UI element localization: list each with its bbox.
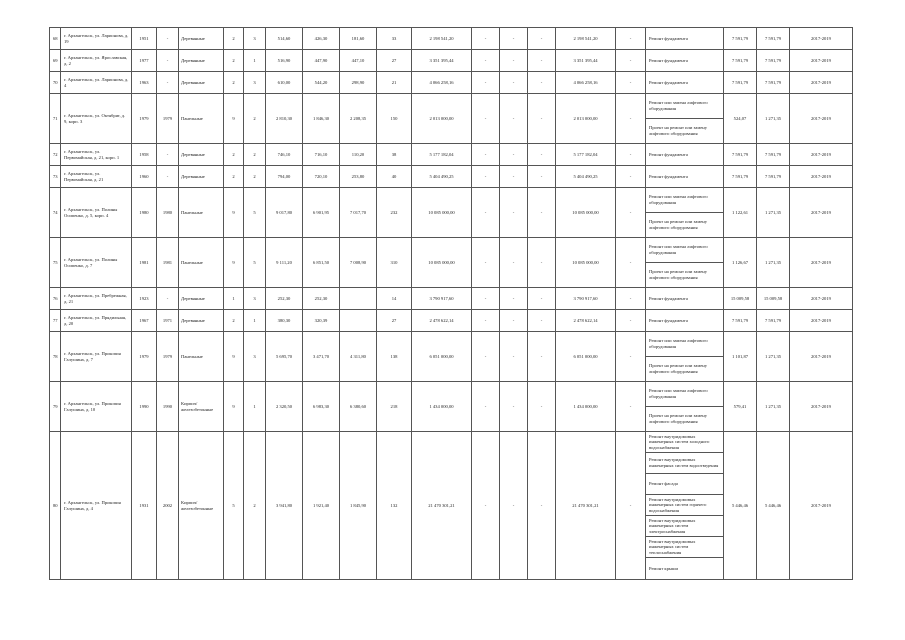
cost-cell: 10 085 000,00 <box>412 188 472 238</box>
local-budget-cell: - <box>528 50 556 72</box>
max-unit-cost-cell: 7 591,79 <box>757 72 790 94</box>
fund-cell: - <box>472 94 500 144</box>
work-type-cell: Ремонт фундамента <box>646 144 724 166</box>
total-cost-cell: 6 051 000,00 <box>556 332 616 382</box>
total-area-cell: 2 810,30 <box>266 94 303 144</box>
local-budget-cell: - <box>528 72 556 94</box>
work-type-cell: Ремонт фундамента <box>646 50 724 72</box>
local-budget-cell: - <box>528 28 556 50</box>
address-cell: г. Архангельск, ул. Октябрят, д. 9, корп. 3 <box>61 94 132 144</box>
address-cell: г. Архангельск, ул. Пребрежная, д. 21 <box>61 288 132 310</box>
cost-cell: 6 051 000,00 <box>412 332 472 382</box>
fund-cell: - <box>472 332 500 382</box>
max-unit-cost-cell: 7 591,79 <box>757 310 790 332</box>
residents-cell: 218 <box>377 382 412 432</box>
wall-material-cell: Панельные <box>179 238 224 288</box>
cost-cell: 1 434 000,00 <box>412 382 472 432</box>
address-cell: г. Архангельск, ул. Первомайская, д. 21, корп. 1 <box>61 144 132 166</box>
owners-funds-cell: - <box>616 28 646 50</box>
total-area-cell: 380,30 <box>266 310 303 332</box>
total-cost-cell: 10 085 000,00 <box>556 188 616 238</box>
living-area-cell: 3 471,70 <box>303 332 340 382</box>
address-cell: г. Архангельск, ул. Ларионова, д. 19 <box>61 28 132 50</box>
period-cell: 2017-2019 <box>790 144 853 166</box>
living-area-cell: 447,90 <box>303 50 340 72</box>
floors-cell: 2 <box>224 166 244 188</box>
fund-cell: - <box>472 188 500 238</box>
period-cell: 2017-2019 <box>790 166 853 188</box>
max-unit-cost-cell: 7 591,79 <box>757 28 790 50</box>
nonliving-area-cell: 298,90 <box>340 72 377 94</box>
local-budget-cell: - <box>528 288 556 310</box>
owners-funds-cell: - <box>616 332 646 382</box>
total-cost-cell: 10 085 000,00 <box>556 238 616 288</box>
work-type-cell: Ремонт внутридомовых инженерных систем холодного водоснабжения <box>646 432 724 453</box>
table-row <box>50 332 853 357</box>
address-cell: г. Архангельск, ул. Прядильная, д. 20 <box>61 310 132 332</box>
total-cost-cell: 3 351 395,44 <box>556 50 616 72</box>
unit-cost-cell: 7 591,79 <box>724 310 757 332</box>
total-cost-cell: 3 790 917,60 <box>556 288 616 310</box>
table-row <box>50 72 853 94</box>
unit-cost-cell: 1 122,61 <box>724 188 757 238</box>
max-unit-cost-cell: 7 591,79 <box>757 166 790 188</box>
total-cost-cell: 2 013 000,00 <box>556 94 616 144</box>
owners-funds-cell: - <box>616 144 646 166</box>
entrances-cell: 2 <box>244 166 266 188</box>
renovation-year-cell: 2002 <box>157 432 179 580</box>
living-area-cell: 320,39 <box>303 310 340 332</box>
work-type-cell: Ремонт или замена лифтового оборудования <box>646 238 724 263</box>
nonliving-area-cell: 4 311,80 <box>340 332 377 382</box>
local-budget-cell: - <box>528 238 556 288</box>
living-area-cell: 426,30 <box>303 28 340 50</box>
nonliving-area-cell: 181,60 <box>340 28 377 50</box>
work-type-cell: Ремонт крыши <box>646 558 724 580</box>
table-row <box>50 166 853 188</box>
residents-cell: 27 <box>377 310 412 332</box>
nonliving-area-cell: 6 380,60 <box>340 382 377 432</box>
total-area-cell: 746,10 <box>266 144 303 166</box>
build-year-cell: 1960 <box>132 166 157 188</box>
residents-cell: 132 <box>377 432 412 580</box>
living-area-cell: 6 851,50 <box>303 238 340 288</box>
renovation-year-cell: 1981 <box>157 238 179 288</box>
table-row <box>50 50 853 72</box>
work-type-cell: Ремонт или замена лифтового оборудования <box>646 332 724 357</box>
build-year-cell: 1977 <box>132 50 157 72</box>
fund-cell: - <box>472 28 500 50</box>
floors-cell: 9 <box>224 188 244 238</box>
unit-cost-cell: 7 591,79 <box>724 28 757 50</box>
renovation-year-cell: - <box>157 166 179 188</box>
wall-material-cell: Деревянные <box>179 28 224 50</box>
work-type-cell: Ремонт фундамента <box>646 310 724 332</box>
renovation-year-cell: 1979 <box>157 94 179 144</box>
row-number: 78 <box>50 332 61 382</box>
address-cell: г. Архангельск, ул. Полины Осипенко, д. 5, корп. 4 <box>61 188 132 238</box>
address-cell: г. Архангельск, ул. Ярославская, д. 2 <box>61 50 132 72</box>
entrances-cell: 2 <box>244 94 266 144</box>
nonliving-area-cell: 110,20 <box>340 144 377 166</box>
unit-cost-cell: 524,07 <box>724 94 757 144</box>
total-area-cell: 252,30 <box>266 288 303 310</box>
wall-material-cell: Кирпич/ железобетонные <box>179 382 224 432</box>
region-budget-cell: - <box>500 288 528 310</box>
wall-material-cell: Панельные <box>179 188 224 238</box>
local-budget-cell: - <box>528 382 556 432</box>
renovation-year-cell: 1979 <box>157 332 179 382</box>
wall-material-cell: Кирпич/ железобетонные <box>179 432 224 580</box>
floors-cell: 2 <box>224 144 244 166</box>
living-area-cell: 720,10 <box>303 166 340 188</box>
renovation-year-cell: - <box>157 28 179 50</box>
nonliving-area-cell: 447,10 <box>340 50 377 72</box>
work-type-cell: Проект на ремонт или замену лифтового оборудования <box>646 213 724 238</box>
owners-funds-cell: - <box>616 238 646 288</box>
period-cell: 2017-2019 <box>790 188 853 238</box>
work-type-cell: Ремонт фундамента <box>646 28 724 50</box>
region-budget-cell: - <box>500 72 528 94</box>
owners-funds-cell: - <box>616 50 646 72</box>
cost-cell: 10 085 000,00 <box>412 238 472 288</box>
entrances-cell: 5 <box>244 188 266 238</box>
owners-funds-cell: - <box>616 94 646 144</box>
max-unit-cost-cell: 15 009,58 <box>757 288 790 310</box>
build-year-cell: 1951 <box>132 28 157 50</box>
unit-cost-cell: 5 446,46 <box>724 432 757 580</box>
total-area-cell: 610,00 <box>266 72 303 94</box>
floors-cell: 2 <box>224 28 244 50</box>
unit-cost-cell: 579,41 <box>724 382 757 432</box>
residents-cell: 232 <box>377 188 412 238</box>
max-unit-cost-cell: 7 591,79 <box>757 144 790 166</box>
work-type-cell: Ремонт фундамента <box>646 288 724 310</box>
residents-cell: 138 <box>377 332 412 382</box>
period-cell: 2017-2019 <box>790 382 853 432</box>
work-type-cell: Проект на ремонт или замену лифтового оборудования <box>646 119 724 144</box>
total-area-cell: 5 695,70 <box>266 332 303 382</box>
owners-funds-cell: - <box>616 310 646 332</box>
fund-cell: - <box>472 288 500 310</box>
wall-material-cell: Деревянные <box>179 144 224 166</box>
region-budget-cell: - <box>500 144 528 166</box>
region-budget-cell: - <box>500 28 528 50</box>
living-area-cell: 6 901,95 <box>303 188 340 238</box>
total-area-cell: 9 017,80 <box>266 188 303 238</box>
living-area-cell: 6 983,30 <box>303 382 340 432</box>
address-cell: г. Архангельск, ул. Прокопия Галушина, д. 10 <box>61 382 132 432</box>
unit-cost-cell: 7 591,79 <box>724 50 757 72</box>
local-budget-cell: - <box>528 144 556 166</box>
entrances-cell: 1 <box>244 382 266 432</box>
cost-cell: 5 177 182,04 <box>412 144 472 166</box>
row-number: 75 <box>50 238 61 288</box>
entrances-cell: 3 <box>244 288 266 310</box>
local-budget-cell: - <box>528 188 556 238</box>
wall-material-cell: Панельные <box>179 332 224 382</box>
row-number: 73 <box>50 166 61 188</box>
floors-cell: 2 <box>224 50 244 72</box>
floors-cell: 1 <box>224 288 244 310</box>
living-area-cell: 544,20 <box>303 72 340 94</box>
table-row <box>50 238 853 263</box>
max-unit-cost-cell: 7 591,79 <box>757 50 790 72</box>
cost-cell: 21 470 301,21 <box>412 432 472 580</box>
wall-material-cell: Деревянные <box>179 310 224 332</box>
region-budget-cell: - <box>500 382 528 432</box>
fund-cell: - <box>472 72 500 94</box>
floors-cell: 2 <box>224 72 244 94</box>
unit-cost-cell: 1 126,67 <box>724 238 757 288</box>
region-budget-cell: - <box>500 310 528 332</box>
nonliving-area-cell: 2 208,35 <box>340 94 377 144</box>
wall-material-cell: Панельные <box>179 94 224 144</box>
period-cell: 2017-2019 <box>790 432 853 580</box>
cost-cell: 4 066 258,16 <box>412 72 472 94</box>
row-number: 74 <box>50 188 61 238</box>
row-number: 70 <box>50 72 61 94</box>
table-row <box>50 382 853 407</box>
period-cell: 2017-2019 <box>790 288 853 310</box>
fund-cell: - <box>472 50 500 72</box>
entrances-cell: 5 <box>244 238 266 288</box>
residents-cell: 150 <box>377 94 412 144</box>
owners-funds-cell: - <box>616 166 646 188</box>
cost-cell: 5 404 490,25 <box>412 166 472 188</box>
total-area-cell: 516,90 <box>266 50 303 72</box>
max-unit-cost-cell: 1 271,35 <box>757 382 790 432</box>
renovation-year-cell: 1971 <box>157 310 179 332</box>
fund-cell: - <box>472 382 500 432</box>
residents-cell: 27 <box>377 50 412 72</box>
row-number: 68 <box>50 28 61 50</box>
fund-cell: - <box>472 238 500 288</box>
nonliving-area-cell: 253,80 <box>340 166 377 188</box>
period-cell: 2017-2019 <box>790 332 853 382</box>
work-type-cell: Ремонт внутридомовых инженерных систем водоотведения <box>646 453 724 474</box>
row-number: 80 <box>50 432 61 580</box>
period-cell: 2017-2019 <box>790 50 853 72</box>
cost-cell: 3 351 395,44 <box>412 50 472 72</box>
local-budget-cell: - <box>528 432 556 580</box>
residents-cell: 33 <box>377 28 412 50</box>
period-cell: 2017-2019 <box>790 94 853 144</box>
unit-cost-cell: 15 009,58 <box>724 288 757 310</box>
work-type-cell: Проект на ремонт или замену лифтового оборудования <box>646 407 724 432</box>
entrances-cell: 3 <box>244 332 266 382</box>
wall-material-cell: Деревянные <box>179 166 224 188</box>
address-cell: г. Архангельск, ул. Прокопия Галушина, д. 4 <box>61 432 132 580</box>
renovation-year-cell: - <box>157 72 179 94</box>
cost-cell: 2 478 622,14 <box>412 310 472 332</box>
address-cell: г. Архангельск, ул. Ларионова, д. 4 <box>61 72 132 94</box>
unit-cost-cell: 7 591,79 <box>724 72 757 94</box>
build-year-cell: 1979 <box>132 94 157 144</box>
work-type-cell: Ремонт внутридомовых инженерных систем электроснабжения <box>646 516 724 537</box>
row-number: 71 <box>50 94 61 144</box>
renovation-year-cell: 1990 <box>157 382 179 432</box>
cost-cell: 2 013 000,00 <box>412 94 472 144</box>
build-year-cell: 1967 <box>132 310 157 332</box>
entrances-cell: 1 <box>244 310 266 332</box>
residents-cell: 38 <box>377 144 412 166</box>
residents-cell: 40 <box>377 166 412 188</box>
floors-cell: 9 <box>224 382 244 432</box>
cost-cell: 2 198 541,20 <box>412 28 472 50</box>
owners-funds-cell: - <box>616 188 646 238</box>
row-number: 72 <box>50 144 61 166</box>
cost-cell: 3 790 917,60 <box>412 288 472 310</box>
unit-cost-cell: 7 591,79 <box>724 144 757 166</box>
build-year-cell: 1923 <box>132 288 157 310</box>
entrances-cell: 3 <box>244 72 266 94</box>
work-type-cell: Ремонт или замена лифтового оборудования <box>646 382 724 407</box>
residents-cell: 310 <box>377 238 412 288</box>
region-budget-cell: - <box>500 50 528 72</box>
residents-cell: 14 <box>377 288 412 310</box>
nonliving-area-cell <box>340 288 377 310</box>
work-type-cell: Ремонт фундамента <box>646 166 724 188</box>
nonliving-area-cell <box>340 310 377 332</box>
work-type-cell: Ремонт фундамента <box>646 72 724 94</box>
build-year-cell: 1979 <box>132 332 157 382</box>
address-cell: г. Архангельск, ул. Полины Осипенко, д. 7 <box>61 238 132 288</box>
region-budget-cell: - <box>500 238 528 288</box>
total-area-cell: 514,60 <box>266 28 303 50</box>
row-number: 69 <box>50 50 61 72</box>
floors-cell: 5 <box>224 432 244 580</box>
build-year-cell: 1958 <box>132 144 157 166</box>
total-cost-cell: 5 404 490,25 <box>556 166 616 188</box>
max-unit-cost-cell: 1 271,35 <box>757 238 790 288</box>
region-budget-cell: - <box>500 166 528 188</box>
floors-cell: 9 <box>224 238 244 288</box>
table-row <box>50 188 853 213</box>
build-year-cell: 1990 <box>132 382 157 432</box>
row-number: 76 <box>50 288 61 310</box>
period-cell: 2017-2019 <box>790 28 853 50</box>
total-area-cell: 794,00 <box>266 166 303 188</box>
build-year-cell: 1963 <box>132 72 157 94</box>
wall-material-cell: Деревянные <box>179 50 224 72</box>
nonliving-area-cell: 7 008,90 <box>340 238 377 288</box>
build-year-cell: 1981 <box>132 238 157 288</box>
residents-cell: 21 <box>377 72 412 94</box>
nonliving-area-cell: 1 845,90 <box>340 432 377 580</box>
work-type-cell: Проект на ремонт или замену лифтового оборудования <box>646 357 724 382</box>
total-cost-cell: 5 177 182,04 <box>556 144 616 166</box>
fund-cell: - <box>472 432 500 580</box>
total-area-cell: 2 320,50 <box>266 382 303 432</box>
local-budget-cell: - <box>528 332 556 382</box>
work-type-cell: Ремонт внутридомовых инженерных систем горячего водоснабжения <box>646 495 724 516</box>
fund-cell: - <box>472 166 500 188</box>
region-budget-cell: - <box>500 94 528 144</box>
local-budget-cell: - <box>528 310 556 332</box>
fund-cell: - <box>472 310 500 332</box>
work-type-cell: Ремонт или замена лифтового оборудования <box>646 94 724 119</box>
entrances-cell: 2 <box>244 432 266 580</box>
row-number: 79 <box>50 382 61 432</box>
work-type-cell: Проект на ремонт или замену лифтового оборудования <box>646 263 724 288</box>
max-unit-cost-cell: 1 271,35 <box>757 188 790 238</box>
renovation-year-cell: - <box>157 288 179 310</box>
work-type-cell: Ремонт внутридомовых инженерных систем теплоснабжения <box>646 537 724 558</box>
entrances-cell: 3 <box>244 28 266 50</box>
row-number: 77 <box>50 310 61 332</box>
max-unit-cost-cell: 1 271,35 <box>757 332 790 382</box>
renovation-year-cell: - <box>157 144 179 166</box>
build-year-cell: 1931 <box>132 432 157 580</box>
local-budget-cell: - <box>528 166 556 188</box>
entrances-cell: 1 <box>244 50 266 72</box>
wall-material-cell: Деревянные <box>179 72 224 94</box>
floors-cell: 9 <box>224 94 244 144</box>
living-area-cell: 1 921,40 <box>303 432 340 580</box>
work-type-cell: Ремонт фасада <box>646 474 724 495</box>
total-cost-cell: 4 066 258,16 <box>556 72 616 94</box>
address-cell: г. Архангельск, ул. Прокопия Галушина, д. 7 <box>61 332 132 382</box>
total-cost-cell: 21 470 301,21 <box>556 432 616 580</box>
table-row <box>50 288 853 310</box>
renovation-year-cell: 1980 <box>157 188 179 238</box>
table-row <box>50 432 853 453</box>
owners-funds-cell: - <box>616 288 646 310</box>
owners-funds-cell: - <box>616 432 646 580</box>
period-cell: 2017-2019 <box>790 238 853 288</box>
max-unit-cost-cell: 1 271,35 <box>757 94 790 144</box>
renovation-year-cell: - <box>157 50 179 72</box>
owners-funds-cell: - <box>616 72 646 94</box>
total-cost-cell: 2 478 622,14 <box>556 310 616 332</box>
table-row <box>50 28 853 50</box>
total-area-cell: 3 941,80 <box>266 432 303 580</box>
work-type-cell: Ремонт или замена лифтового оборудования <box>646 188 724 213</box>
table-row <box>50 94 853 119</box>
address-cell: г. Архангельск, ул. Первомайская, д. 21 <box>61 166 132 188</box>
fund-cell: - <box>472 144 500 166</box>
period-cell: 2017-2019 <box>790 72 853 94</box>
region-budget-cell: - <box>500 188 528 238</box>
living-area-cell: 1 846,30 <box>303 94 340 144</box>
total-cost-cell: 2 198 541,20 <box>556 28 616 50</box>
owners-funds-cell: - <box>616 382 646 432</box>
nonliving-area-cell: 7 017,70 <box>340 188 377 238</box>
region-budget-cell: - <box>500 332 528 382</box>
total-area-cell: 9 111,20 <box>266 238 303 288</box>
table-row <box>50 310 853 332</box>
max-unit-cost-cell: 5 446,46 <box>757 432 790 580</box>
local-budget-cell: - <box>528 94 556 144</box>
wall-material-cell: Деревянные <box>179 288 224 310</box>
unit-cost-cell: 7 591,79 <box>724 166 757 188</box>
floors-cell: 9 <box>224 332 244 382</box>
floors-cell: 2 <box>224 310 244 332</box>
build-year-cell: 1980 <box>132 188 157 238</box>
living-area-cell: 252,30 <box>303 288 340 310</box>
living-area-cell: 716,10 <box>303 144 340 166</box>
register-table <box>49 27 853 580</box>
entrances-cell: 2 <box>244 144 266 166</box>
unit-cost-cell: 1 101,87 <box>724 332 757 382</box>
table-row <box>50 144 853 166</box>
period-cell: 2017-2019 <box>790 310 853 332</box>
region-budget-cell: - <box>500 432 528 580</box>
total-cost-cell: 1 434 000,00 <box>556 382 616 432</box>
